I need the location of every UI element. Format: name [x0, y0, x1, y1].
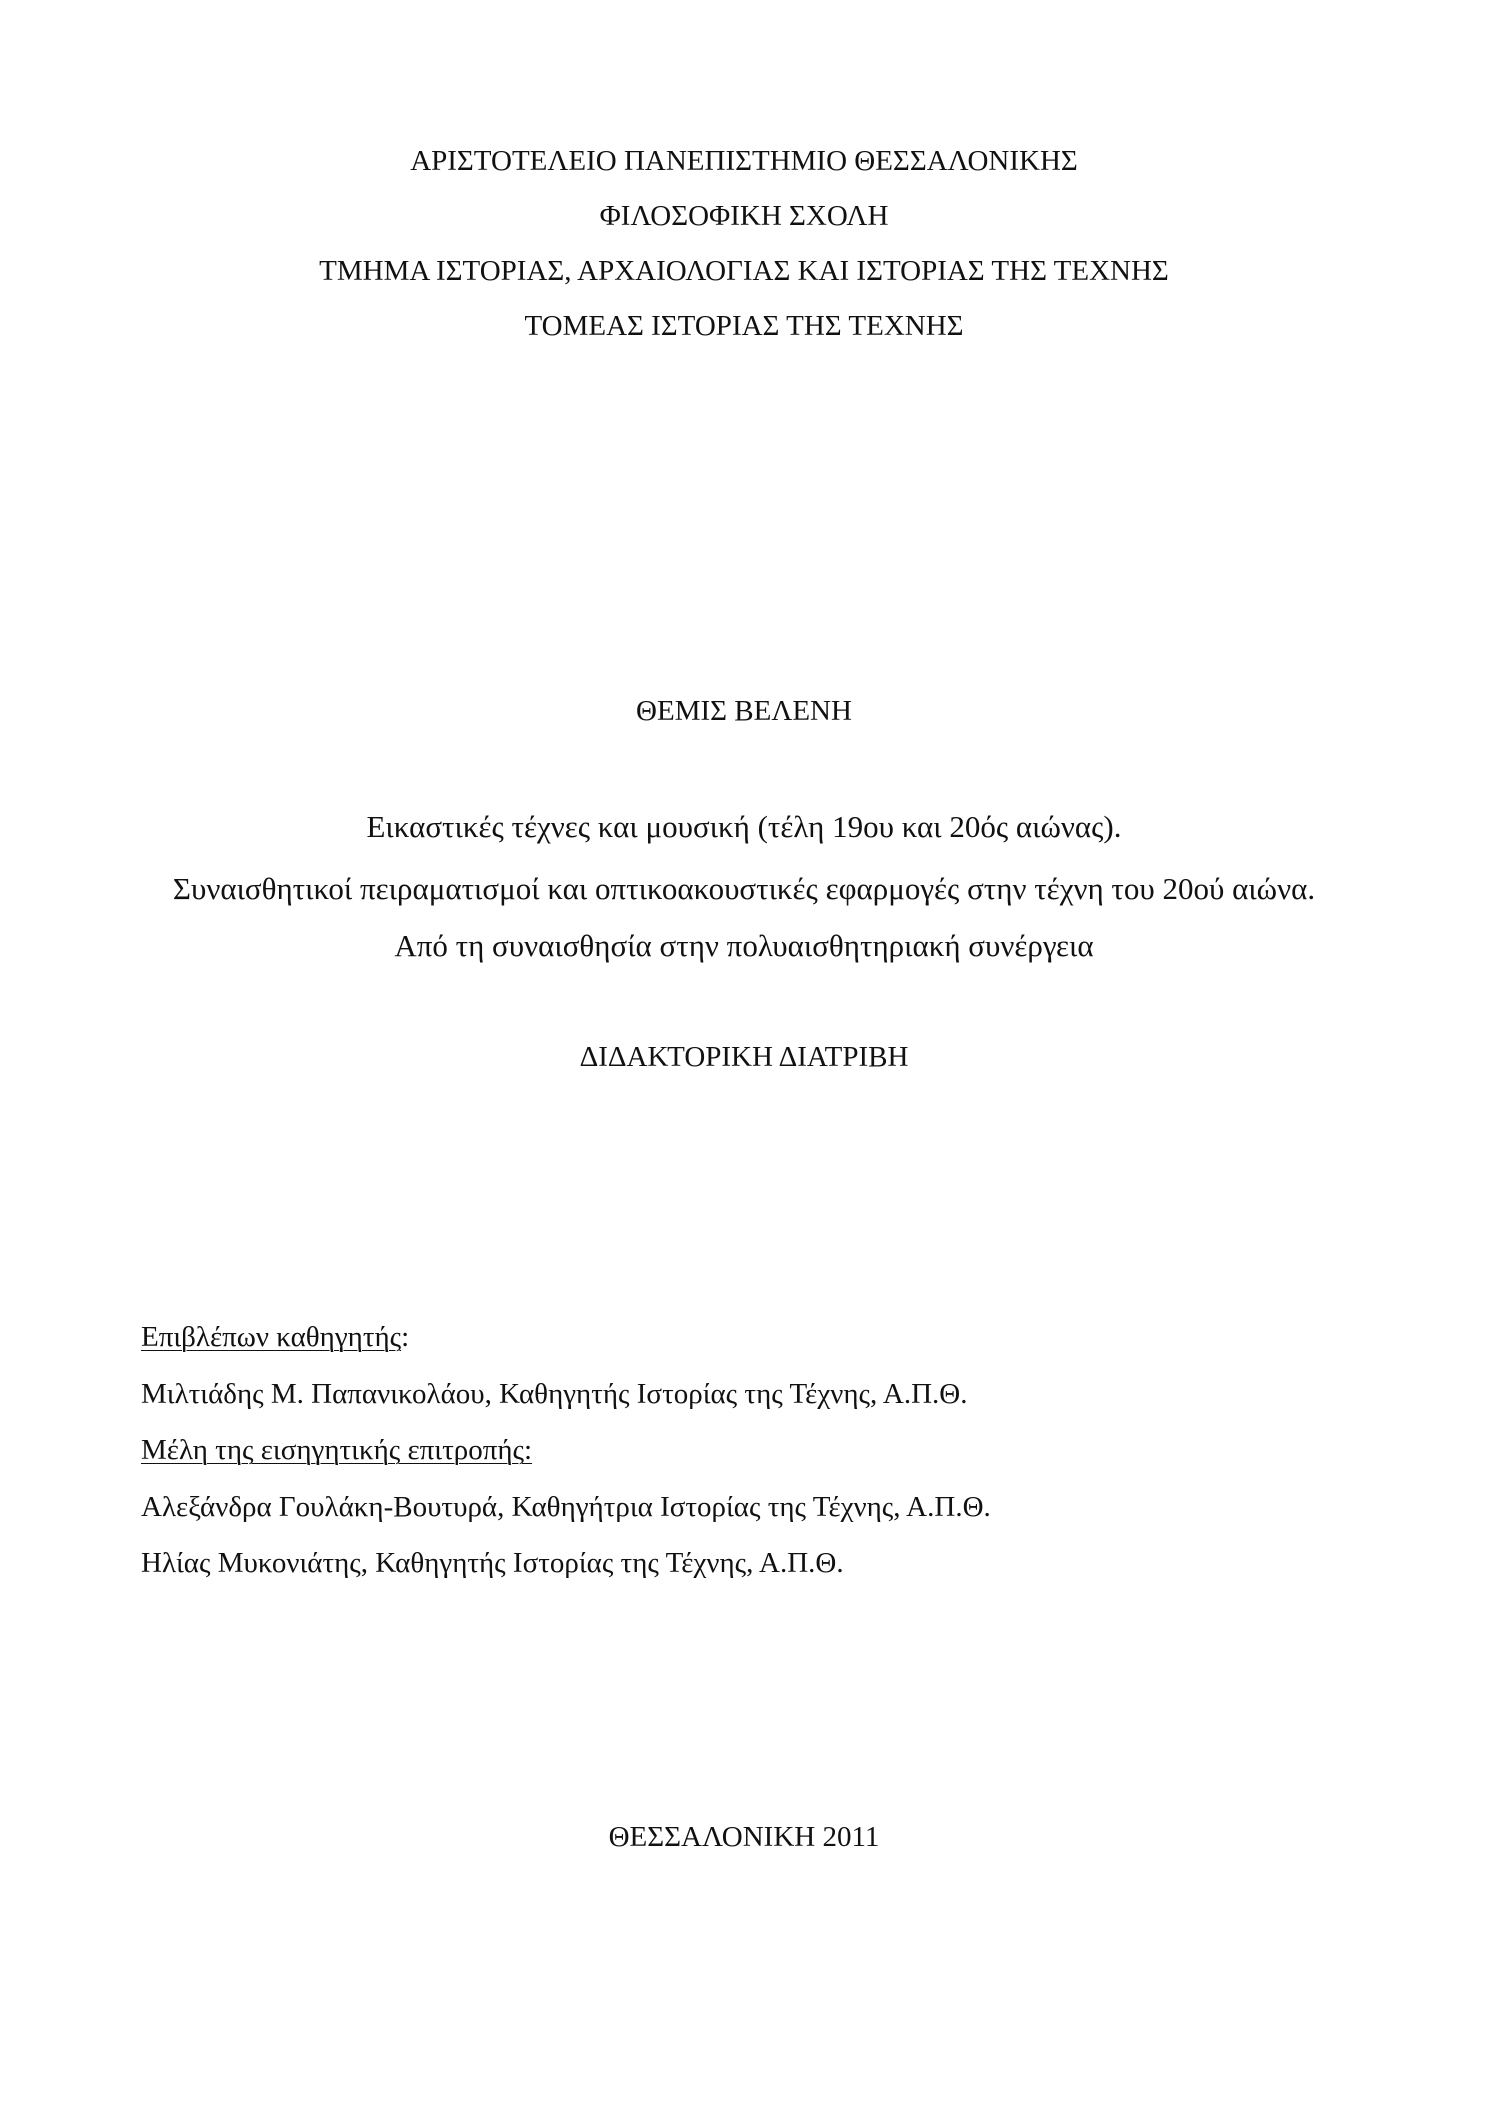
committee-members-heading: Μέλη της εισηγητικής επιτροπής:	[141, 1434, 533, 1466]
degree-type: ΔΙΔΑΚΤΟΡΙΚΗ ΔΙΑΤΡΙΒΗ	[579, 1041, 909, 1073]
thesis-title-line-3: Από τη συναισθησία στην πολυαισθητηριακή συνέργεια	[394, 928, 1094, 963]
section-name: ΤΟΜΕΑΣ ΙΣΤΟΡΙΑΣ ΤΗΣ ΤΕΧΝΗΣ	[524, 310, 964, 342]
author-name: ΘΕΜΙΣ ΒΕΛΕΝΗ	[636, 695, 852, 727]
thesis-title-line-2: Συναισθητικοί πειραματισμοί και οπτικοακουστικές εφαρμογές στην τέχνη του 20ού αιώνα.	[172, 871, 1316, 906]
faculty-name: ΦΙΛΟΣΟΦΙΚΗ ΣΧΟΛΗ	[599, 200, 889, 232]
supervisor-name: Μιλτιάδης Μ. Παπανικολάου, Καθηγητής Ιστορίας της Τέχνης, Α.Π.Θ.	[141, 1378, 968, 1410]
supervisor-heading-line	[141, 1323, 409, 1352]
committee-member-1: Αλεξάνδρα Γουλάκη-Βουτυρά, Καθηγήτρια Ιστορίας της Τέχνης, Α.Π.Θ.	[141, 1491, 991, 1523]
university-name: ΑΡΙΣΤΟΤΕΛΕΙΟ ΠΑΝΕΠΙΣΤΗΜΙΟ ΘΕΣΣΑΛΟΝΙΚΗΣ	[410, 145, 1078, 177]
supervisor-heading-colon: :	[401, 1321, 410, 1353]
committee-member-2: Ηλίας Μυκονιάτης, Καθηγητής Ιστορίας της Τέχνης, Α.Π.Θ.	[141, 1547, 844, 1579]
supervisor-heading: Επιβλέπων καθηγητής	[141, 1321, 402, 1353]
thesis-title-line-1: Εικαστικές τέχνες και μουσική (τέλη 19ου και 20ός αιώνας).	[366, 809, 1122, 844]
place-and-year: ΘΕΣΣΑΛΟΝΙΚΗ 2011	[608, 1821, 880, 1853]
department-name: ΤΜΗΜΑ ΙΣΤΟΡΙΑΣ, ΑΡΧΑΙΟΛΟΓΙΑΣ ΚΑΙ ΙΣΤΟΡΙΑΣ ΤΗΣ ΤΕΧΝΗΣ	[319, 255, 1169, 287]
